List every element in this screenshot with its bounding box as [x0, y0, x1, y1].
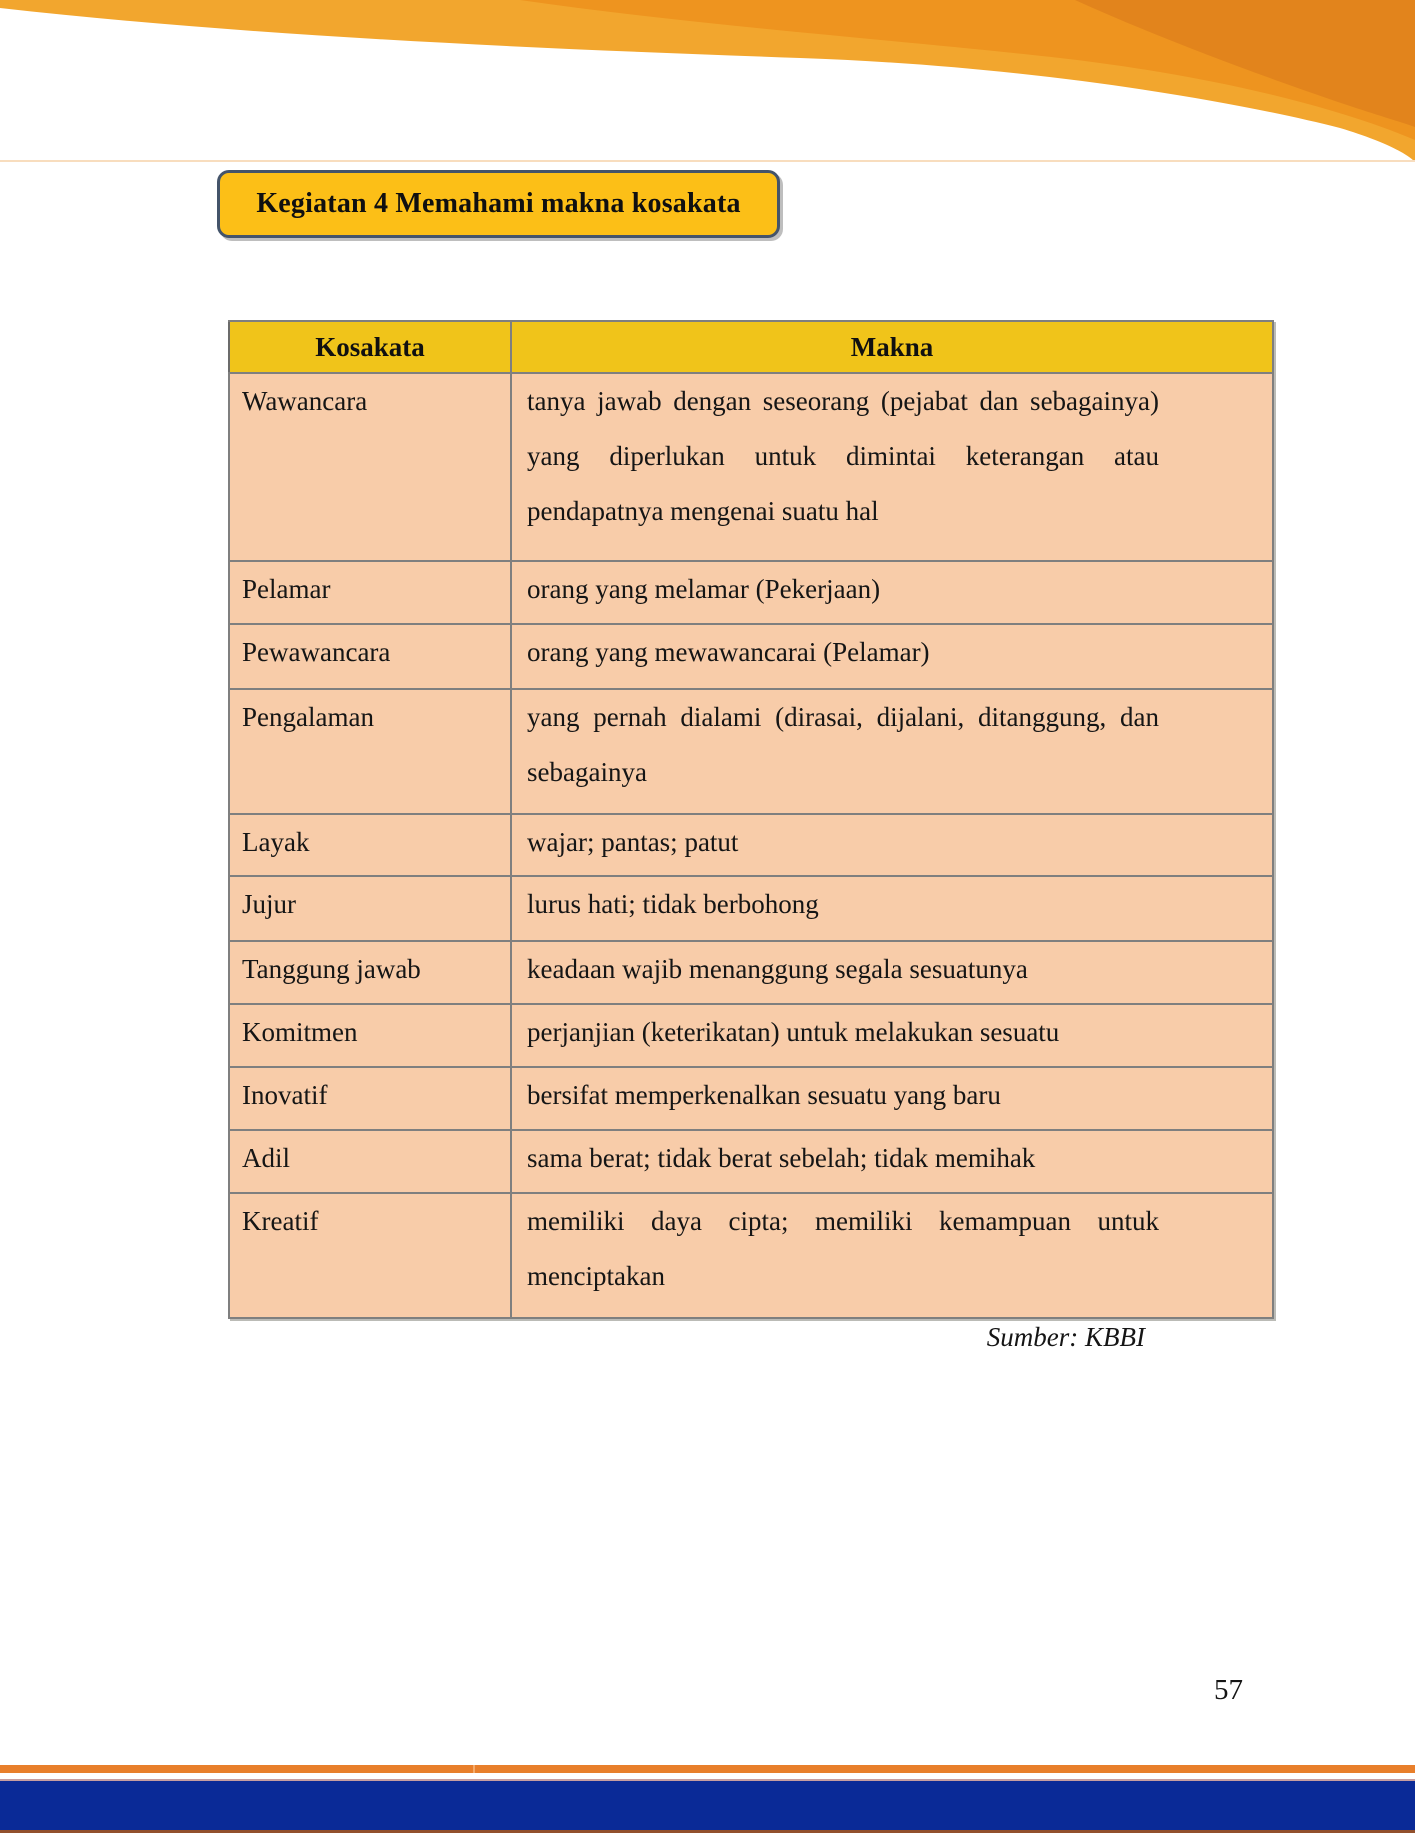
makna-cell: lurus hati; tidak berbohong [511, 876, 1273, 941]
kosakata-cell: Layak [229, 814, 511, 876]
table-row [229, 373, 1273, 561]
activity-title-badge [217, 170, 780, 238]
kosakata-cell: Wawancara [229, 373, 511, 561]
kosakata-cell: Komitmen [229, 1004, 511, 1067]
table-row [229, 561, 1273, 624]
table-row [229, 1004, 1273, 1067]
kosakata-cell: Pengalaman [229, 689, 511, 814]
makna-cell: tanya jawab dengan seseorang (pejabat dan sebagainya) yang diperlukan untuk dimintai keterangan atau pendapatnya mengenai suatu hal [511, 373, 1273, 561]
table-row [229, 1193, 1273, 1318]
table-row [229, 941, 1273, 1004]
kosakata-cell: Pelamar [229, 561, 511, 624]
makna-cell: keadaan wajib menanggung segala sesuatunya [511, 941, 1273, 1004]
footer-orange-bar [0, 1765, 1415, 1773]
table-header-row [229, 321, 1273, 373]
makna-cell: yang pernah dialami (dirasai, dijalani, ditanggung, dan sebagainya [511, 689, 1273, 814]
footer-navy-bar [0, 1781, 1415, 1830]
kosakata-cell: Adil [229, 1130, 511, 1193]
kosakata-cell: Kreatif [229, 1193, 511, 1318]
makna-cell: sama berat; tidak berat sebelah; tidak memihak [511, 1130, 1273, 1193]
column-header-makna: Makna [511, 321, 1273, 373]
makna-cell: orang yang mewawancarai (Pelamar) [511, 624, 1273, 689]
page-number: 57 [1214, 1674, 1243, 1706]
table-row [229, 624, 1273, 689]
footer-orange-bar-seam [473, 1765, 475, 1773]
table-row [229, 689, 1273, 814]
makna-cell: orang yang melamar (Pekerjaan) [511, 561, 1273, 624]
table-row [229, 876, 1273, 941]
kosakata-cell: Pewawancara [229, 624, 511, 689]
kosakata-cell: Jujur [229, 876, 511, 941]
activity-title: Kegiatan 4 Memahami makna kosakata [256, 188, 741, 219]
makna-cell: wajar; pantas; patut [511, 814, 1273, 876]
makna-cell: bersifat memperkenalkan sesuatu yang baru [511, 1067, 1273, 1130]
vocabulary-table [228, 320, 1274, 1319]
header-divider-line [0, 160, 1415, 162]
column-header-kosakata: Kosakata [229, 321, 511, 373]
source-note: Sumber: KBBI [986, 1322, 1145, 1352]
kosakata-cell: Inovatif [229, 1067, 511, 1130]
makna-cell: perjanjian (keterikatan) untuk melakukan sesuatu [511, 1004, 1273, 1067]
kosakata-cell: Tanggung jawab [229, 941, 511, 1004]
table-row [229, 814, 1273, 876]
table-row [229, 1067, 1273, 1130]
table-row [229, 1130, 1273, 1193]
makna-cell: memiliki daya cipta; memiliki kemampuan untuk menciptakan [511, 1193, 1273, 1318]
header-swoosh-graphic [0, 0, 1415, 166]
